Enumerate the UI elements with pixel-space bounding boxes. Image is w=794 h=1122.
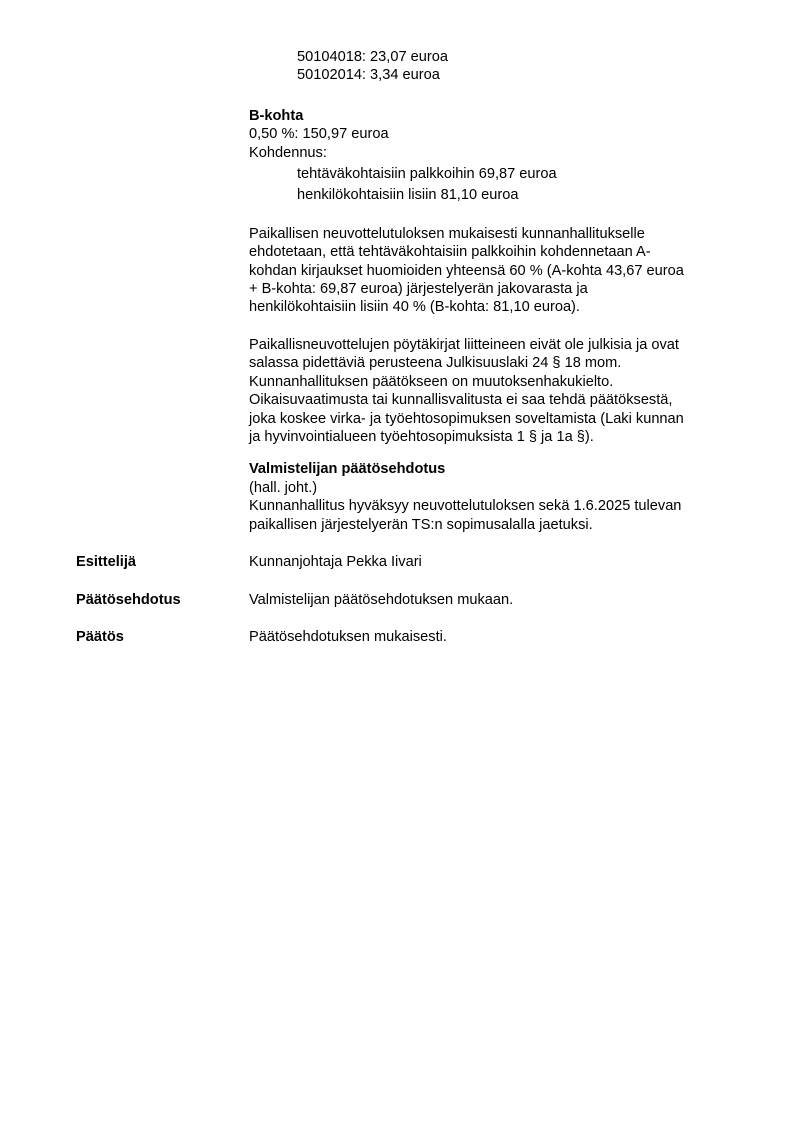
spacer: [249, 317, 739, 336]
top-list-line-1: 50104018: 23,07 euroa: [297, 49, 448, 65]
paragraph-2-line: Paikallisneuvottelujen pöytäkirjat liitteineen eivät ole julkisia ja ovat: [249, 336, 679, 353]
paragraph-1-line: + B-kohta: 69,87 euroa) järjestelyerän jakovarasta ja: [249, 281, 588, 298]
paragraph-2-line: ja hyvinvointialueen työehtosopimuksista 1 § ja 1a §).: [249, 428, 594, 445]
b-section-heading: B-kohta: [249, 107, 304, 124]
decision-proposal-label: Päätösehdotus: [76, 592, 181, 608]
paragraph-2-line: joka koskee virka- ja työehtosopimuksen soveltamista (Laki kunnan: [249, 410, 684, 427]
spacer: [249, 85, 739, 107]
b-section-percentage: 0,50 %: 150,97 euroa: [249, 126, 389, 143]
presenter-label: Esittelijä: [76, 554, 137, 570]
spacer: [249, 446, 739, 460]
b-section-allocation-1: tehtäväkohtaisiin palkkoihin 69,87 euroa: [297, 166, 557, 183]
top-list-line-2: 50102014: 3,34 euroa: [297, 67, 440, 84]
b-section-allocation-2: henkilökohtaisiin lisiin 81,10 euroa: [297, 187, 519, 204]
decision-label: Päätös: [76, 629, 124, 645]
paragraph-2-line: Kunnanhallituksen päätökseen on muutoksenhakukielto.: [249, 373, 614, 390]
b-section-allocation-label: Kohdennus:: [249, 144, 327, 161]
paragraph-1-line: ehdotetaan, että tehtäväkohtaisiin palkkoihin kohdennetaan A-: [249, 244, 651, 261]
decision-proposal-value: Valmistelijan päätösehdotuksen mukaan.: [249, 592, 514, 608]
paragraph-1-line: Paikallisen neuvottelutuloksen mukaisesti kunnanhallitukselle: [249, 225, 645, 242]
proposal-text-line: paikallisen järjestelyerän TS:n sopimusalalla jaetuksi.: [249, 516, 593, 533]
paragraph-1-line: henkilökohtaisiin lisiin 40 % (B-kohta: 81,10 euroa).: [249, 299, 580, 316]
proposal-heading: Valmistelijan päätösehdotus: [249, 461, 446, 478]
presenter-value: Kunnanjohtaja Pekka Iivari: [249, 554, 422, 570]
proposal-author: (hall. joht.): [249, 479, 318, 496]
paragraph-2-line: salassa pidettäviä perusteena Julkisuuslaki 24 § 18 mom.: [249, 355, 622, 372]
decision-value: Päätösehdotuksen mukaisesti.: [249, 629, 447, 645]
paragraph-1: [249, 225, 739, 317]
paragraph-2: [249, 336, 739, 446]
paragraph-1-line: kohdan kirjaukset huomioiden yhteensä 60 % (A-kohta 43,67 euroa: [249, 262, 684, 279]
paragraph-2-line: Oikaisuvaatimusta tai kunnallisvalitusta ei saa tehdä päätöksestä,: [249, 392, 673, 409]
proposal-text-line: Kunnanhallitus hyväksyy neuvottelutuloksen sekä 1.6.2025 tulevan: [249, 498, 682, 515]
spacer: [249, 205, 739, 225]
main-text-column: [249, 48, 739, 534]
